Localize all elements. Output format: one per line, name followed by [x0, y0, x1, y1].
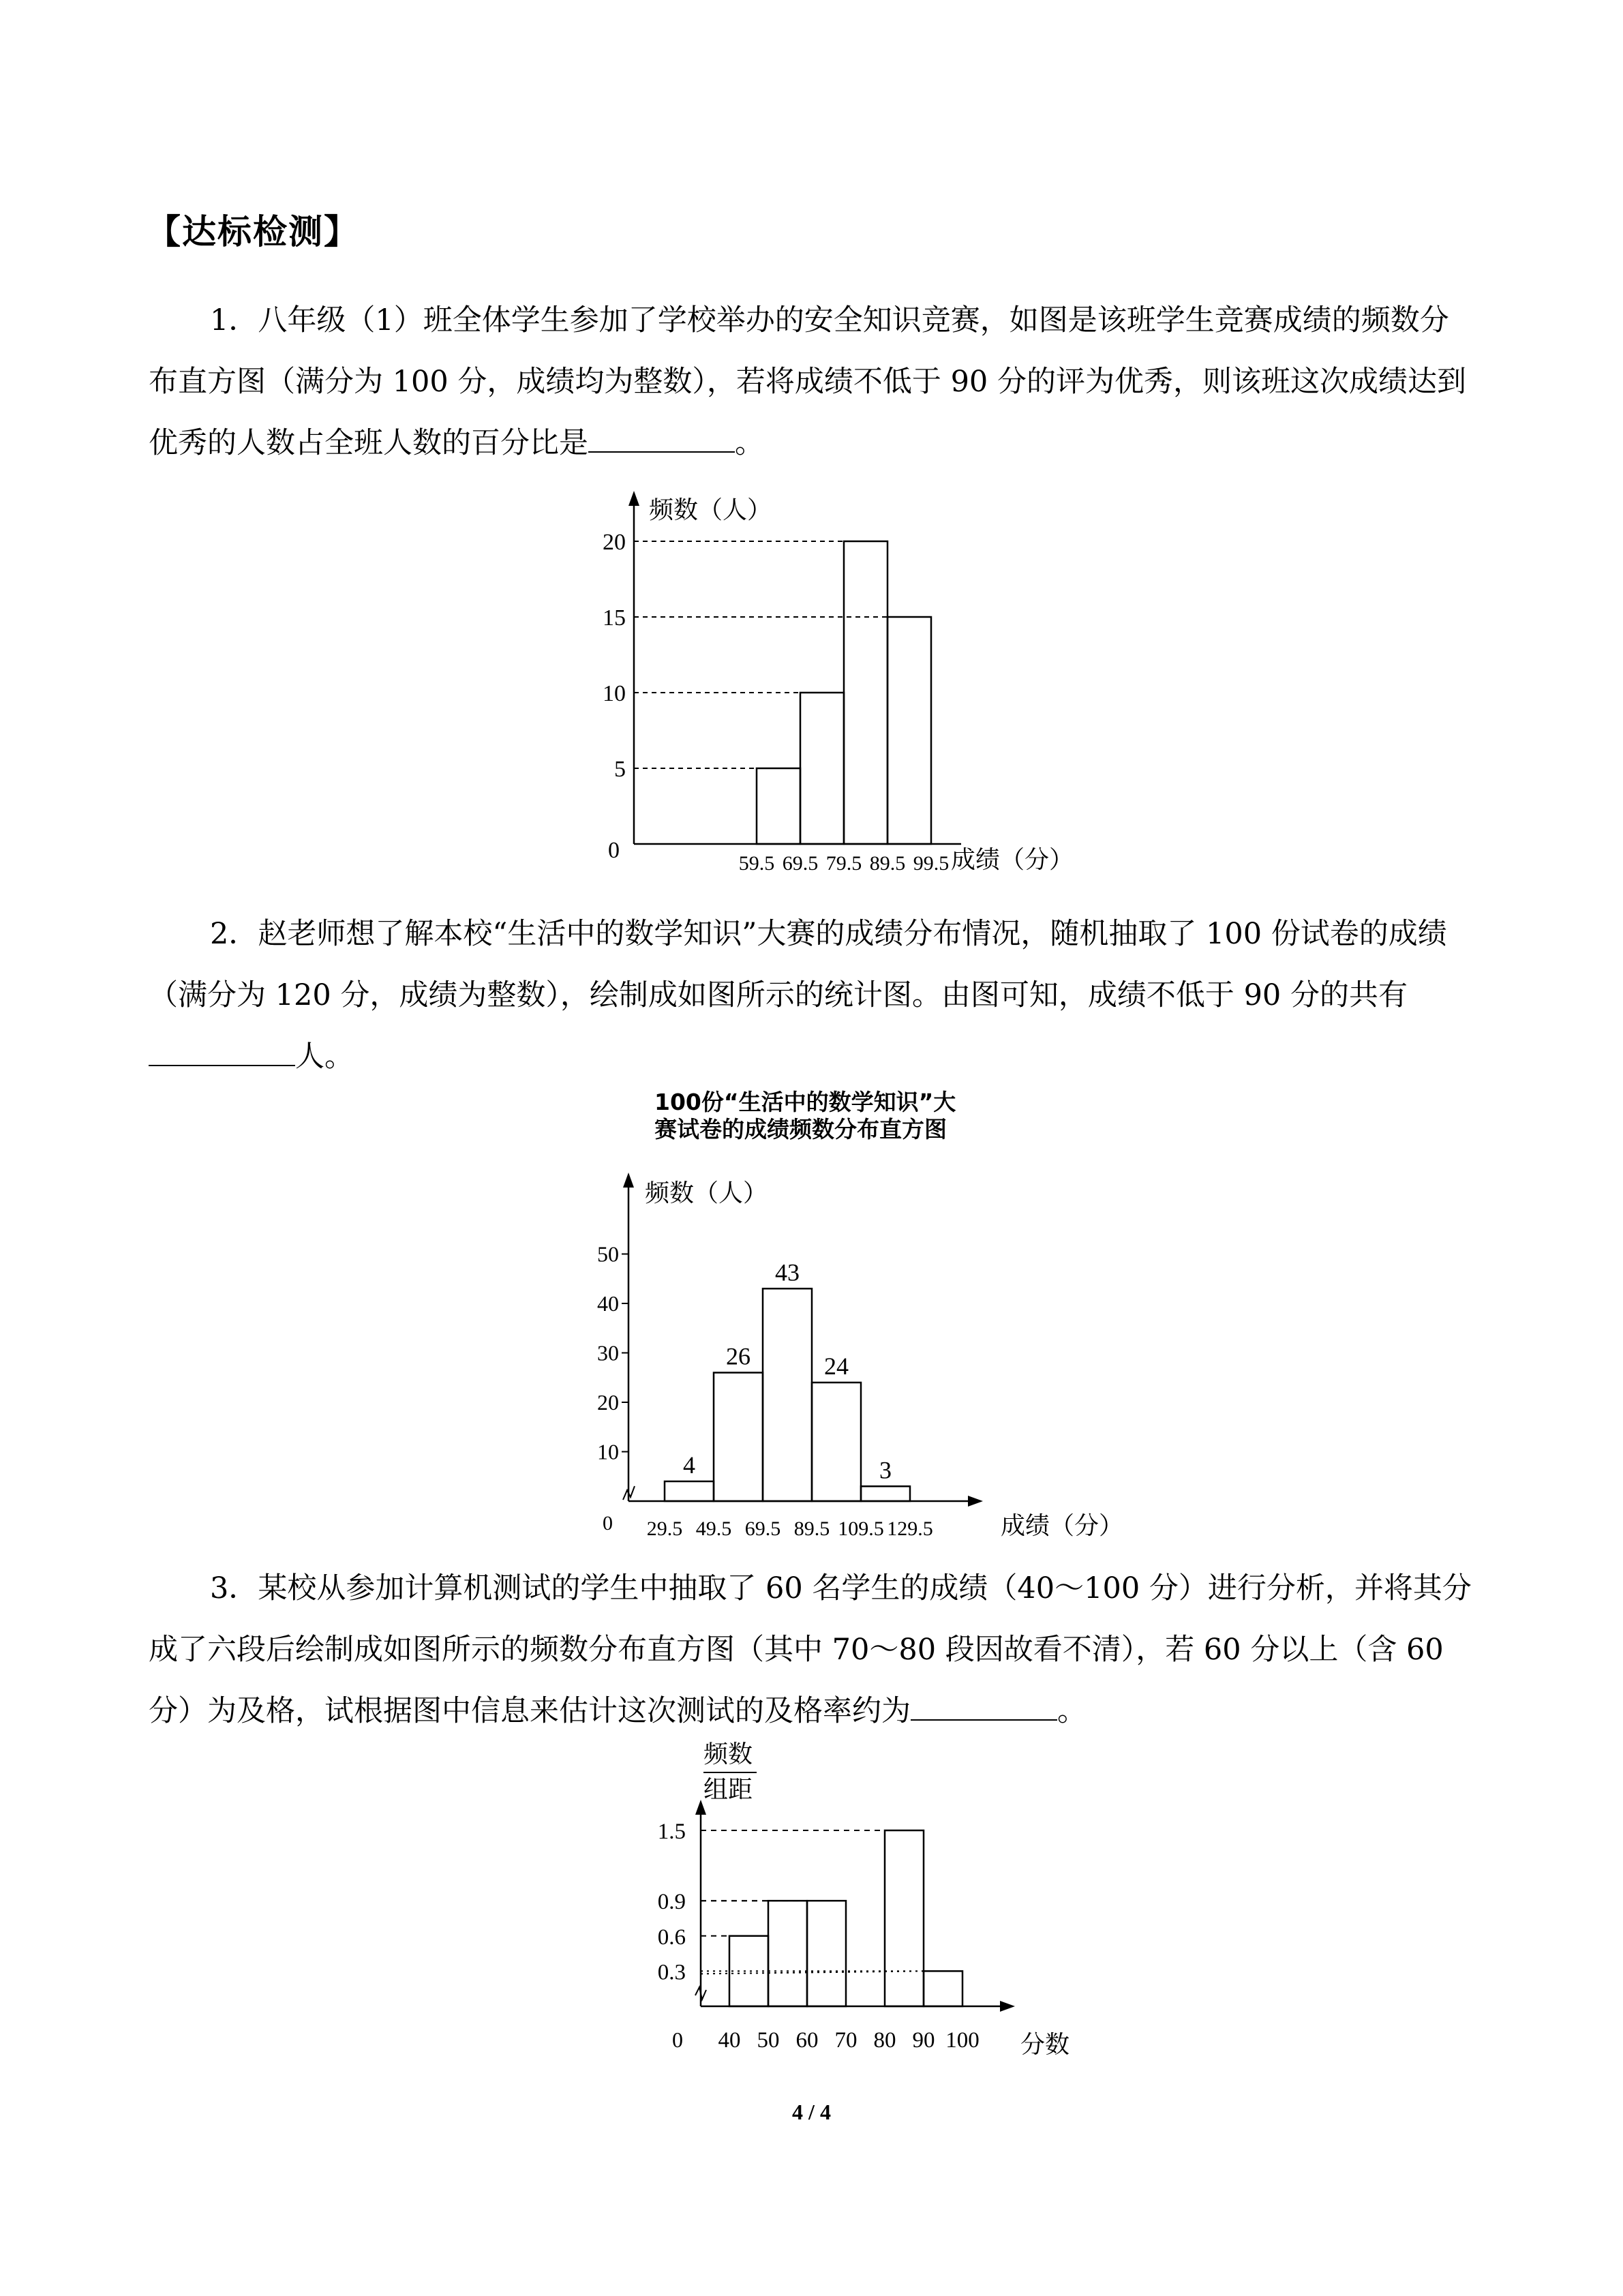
question-1 [149, 290, 1478, 474]
histogram-bar [861, 1486, 910, 1501]
y-tick-label: 10 [597, 1439, 619, 1464]
y-tick-label: 0.3 [657, 1960, 686, 1985]
chart-title-line2: 赛试卷的成绩频数分布直方图 [654, 1116, 947, 1143]
y-tick-label: 1.5 [657, 1819, 686, 1844]
x-tick-label: 40 [718, 2028, 741, 2053]
x-tick-label: 49.5 [695, 1517, 732, 1540]
y-tick-label: 0.6 [657, 1924, 686, 1950]
y-tick-label: 20 [603, 530, 626, 555]
bar-data-label: 4 [683, 1451, 695, 1479]
x-tick-label: 89.5 [793, 1517, 830, 1540]
answer-blank-1 [588, 424, 735, 453]
question-3-text: 3．某校从参加计算机测试的学生中抽取了 60 名学生的成绩（40～100 分）进行分析，并将其分成了六段后绘制成如图所示的频数分布直方图（其中 70～80 段因故看不清），若 60 分以上（含 60 分）为及格，试根据图中信息来估计这次测试的及格率约为 [149, 1571, 1472, 1728]
question-2-end: 人。 [295, 1040, 354, 1074]
x-axis-arrow [968, 1496, 983, 1507]
y-tick-label: 40 [597, 1291, 619, 1316]
y-tick-label: 15 [603, 605, 626, 631]
bar-data-label: 43 [775, 1258, 800, 1286]
y-axis-label: 频数（人） [645, 1179, 768, 1207]
y-axis-label: 频数（人） [649, 496, 772, 524]
y-tick-label: 10 [603, 681, 626, 706]
y-tick-label: 0.9 [657, 1890, 686, 1915]
bar-data-label: 24 [824, 1353, 849, 1380]
histogram-bar [888, 617, 931, 844]
chart-2 [566, 1084, 1152, 1547]
histogram-bar [757, 768, 800, 844]
question-3-end: 。 [1057, 1694, 1087, 1728]
x-tick-label: 80 [873, 2028, 896, 2053]
histogram-bar [800, 693, 844, 844]
x-tick-label: 60 [795, 2028, 819, 2053]
question-3 [149, 1558, 1478, 1742]
y-axis-arrow [623, 1173, 634, 1188]
bar-data-label: 26 [726, 1342, 750, 1370]
histogram-bar [844, 541, 888, 844]
x-tick-label: 129.5 [887, 1517, 933, 1540]
y-axis-arrow [628, 491, 639, 506]
answer-blank-2 [149, 1038, 295, 1066]
y-tick-label: 30 [597, 1340, 619, 1365]
histogram-bar [812, 1383, 861, 1501]
answer-blank-3 [911, 1692, 1057, 1721]
y-tick-label: 5 [614, 757, 626, 782]
question-2 [149, 903, 1478, 1087]
x-tick-label: 70 [834, 2028, 858, 2053]
section-heading: 【达标检测】 [147, 212, 359, 252]
bar-data-label: 3 [879, 1456, 892, 1484]
question-2-text: 2．赵老师想了解本校“生活中的数学知识”大赛的成绩分布情况，随机抽取了 100 份试卷的成绩（满分为 120 分，成绩为整数），绘制成如图所示的统计图。由图可知，成绩不低于 90 分的共有 [149, 917, 1447, 1012]
x-tick-label: 100 [945, 2028, 980, 2053]
x-tick-label: 69.5 [782, 852, 819, 875]
x-tick-label: 50 [757, 2028, 780, 2053]
x-tick-label: 59.5 [738, 852, 775, 875]
x-axis-label: 成绩（分） [1001, 1512, 1124, 1540]
y-tick-label: 50 [597, 1241, 619, 1267]
y-axis-label-numerator: 频数 [703, 1740, 753, 1768]
x-tick-label: 79.5 [825, 852, 862, 875]
origin-label: 0 [608, 838, 620, 863]
histogram-bar [924, 1971, 962, 2006]
x-tick-label: 90 [912, 2028, 935, 2053]
x-axis-label: 分数 [1020, 2031, 1070, 2059]
y-axis-label-denominator: 组距 [703, 1776, 753, 1804]
histogram-bar [807, 1901, 846, 2006]
question-1-end: 。 [735, 426, 764, 460]
histogram-bar [885, 1830, 924, 2006]
page-number: 4 / 4 [792, 2100, 831, 2124]
chart-title-line1: 100份“生活中的数学知识”大 [654, 1089, 956, 1115]
chart-3 [627, 1738, 1104, 2072]
origin-label: 0 [603, 1512, 613, 1535]
histogram-bar [768, 1901, 807, 2006]
x-tick-label: 89.5 [869, 852, 906, 875]
x-tick-label: 99.5 [913, 852, 950, 875]
x-tick-label: 29.5 [646, 1517, 683, 1540]
x-tick-label: 109.5 [838, 1517, 884, 1540]
question-1-text: 1．八年级（1）班全体学生参加了学校举办的安全知识竞赛，如图是该班学生竞赛成绩的频数分布直方图（满分为 100 分，成绩均为整数），若将成绩不低于 90 分的评为优秀，则该班这次成绩达到优秀的人数占全班人数的百分比是 [149, 303, 1466, 460]
x-tick-label: 69.5 [744, 1517, 781, 1540]
histogram-bar [763, 1288, 812, 1501]
x-axis-arrow [1000, 2001, 1015, 2012]
histogram-bar [714, 1373, 763, 1502]
x-axis-label: 成绩（分） [951, 846, 1074, 874]
origin-label: 0 [672, 2027, 683, 2052]
chart-1 [573, 477, 1132, 886]
y-tick-label: 20 [597, 1390, 619, 1415]
histogram-bar [665, 1481, 714, 1501]
